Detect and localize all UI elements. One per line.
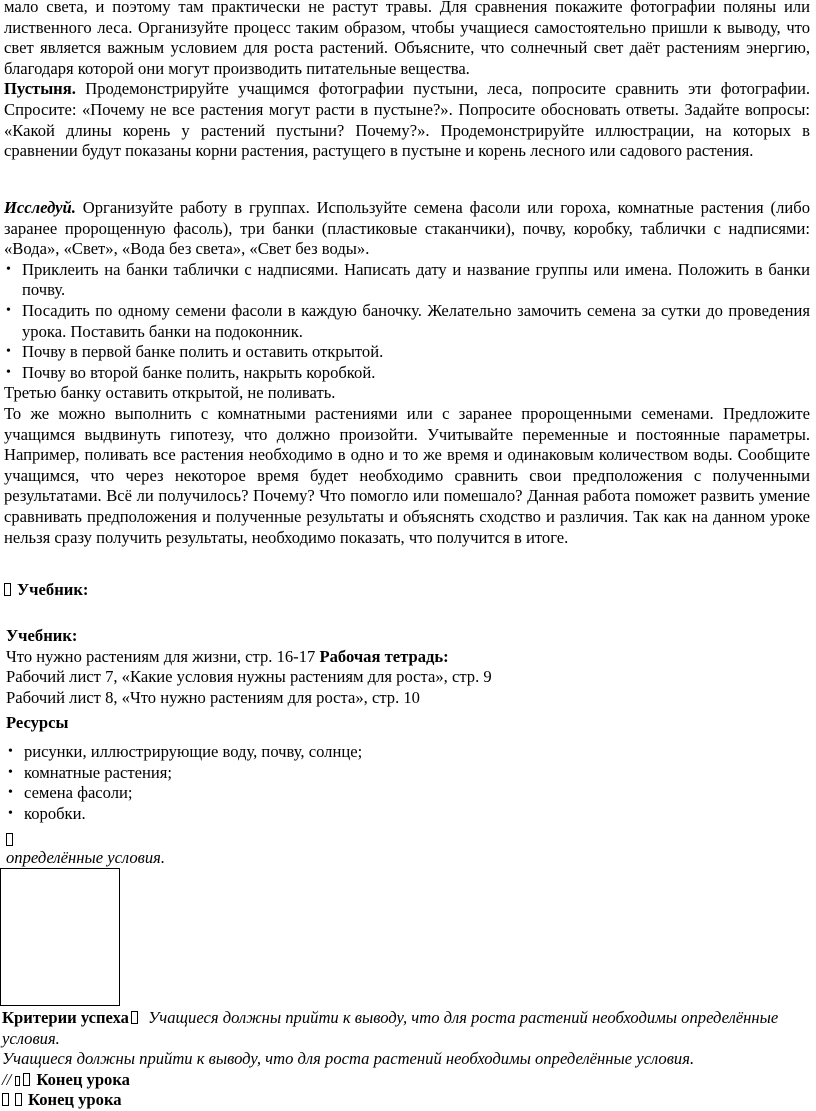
- intro-section: [4, 0, 810, 162]
- list-item: • Почву во второй банке полить, накрыть коробкой.: [6, 362, 376, 382]
- bullet-icon: •: [6, 364, 11, 380]
- research-paragraph: [4, 198, 810, 260]
- fragment-text: определённые условия.: [6, 848, 166, 867]
- textbook-line-1: Что нужно растениям для жизни, стр. 16-17 Рабочая тетрадь:: [6, 646, 449, 666]
- missing-glyph-icon: [15, 1093, 22, 1106]
- desert-paragraph: [4, 79, 810, 161]
- resources-block: [6, 742, 812, 824]
- success-label: Критерии успеха: [2, 1008, 129, 1027]
- lesson-end-line-1: [2, 1070, 808, 1091]
- textbook-heading-line: [4, 580, 810, 601]
- workbook-label: Рабочая тетрадь:: [319, 646, 449, 666]
- missing-glyph-icon: [6, 833, 13, 846]
- research-after-2: То же можно выполнить с комнатными растениями или с заранее пророщенными семенами. Предложите учащимся выдвинуть гипотезу, что должно произойти. Учитывайте переменные и постоянные параметры. Например, поливать все растения необходимо в одно и то же время и одинаковым количеством воды. Сообщите учащимся, что через некоторое время будет необходимо сравнить свои предположения с полученными результатами. Всё ли получилось? Почему? Что помогло или помешало? Данная работа поможет развить умение сравнивать предположения и полученные результаты и объяснять сходство и различия. Так как на данном уроке нельзя сразу получить результаты, необходимо показать, что получится в итоге.: [4, 403, 810, 547]
- fragment-line: [6, 848, 812, 869]
- list-item: • коробки.: [8, 803, 86, 823]
- resources-list: [6, 742, 812, 824]
- success-paragraph: [2, 1008, 808, 1049]
- bullet-icon: •: [8, 764, 13, 780]
- textbook-line-3: Рабочий лист 8, «Что нужно растениям для роста», стр. 10: [6, 687, 420, 707]
- missing-glyph-icon: [4, 583, 11, 596]
- list-item: • Почву в первой банке полить и оставить открытой.: [6, 342, 384, 362]
- bullet-icon: •: [6, 344, 11, 360]
- success-repeat: Учащиеся должны прийти к выводу, что для роста растений необходимы определённые условия.: [2, 1049, 695, 1069]
- textbook-block: [6, 626, 812, 708]
- resources-heading: Ресурсы: [6, 713, 69, 732]
- success-text: Учащиеся должны прийти к выводу, что для роста растений необходимы определённые условия.: [2, 1008, 779, 1048]
- intro-paragraph: мало света, и поэтому там практически не растут травы. Для сравнения покажите фотографии поляны или лиственного леса. Организуйте процесс таким образом, чтобы учащиеся самостоятельно пришли к выводу, что свет является важным условием для роста растений. Объясните, что солнечный свет даёт растениям энергию, благодаря которой они могут производить питательные вещества.: [4, 0, 810, 78]
- bullet-icon: •: [8, 744, 13, 759]
- missing-glyph-icon: [131, 1011, 138, 1024]
- slash-prefix: //: [2, 1069, 12, 1089]
- missing-glyph-icon: [15, 1076, 20, 1086]
- list-item: • Посадить по одному семени фасоли в каждую баночку. Желательно замочить семена за сутки до проведения урока. Поставить банки на подоконник.: [6, 300, 810, 341]
- resources-heading-block: [6, 713, 812, 734]
- lesson-end-label: Конец урока: [28, 1090, 122, 1110]
- textbook-block-heading: Учебник:: [6, 626, 78, 645]
- list-item: • рисунки, иллюстрирующие воду, почву, солнце;: [8, 742, 363, 761]
- research-text: Организуйте работу в группах. Используйте семена фасоли или гороха, комнатные растения (либо заранее пророщенную фасоль), три банки (пластиковые стаканчики), почву, коробку, таблички с надписями: «Вода», «Свет», «Вода без света», «Свет без воды».: [4, 198, 810, 259]
- lesson-end-line-2: [2, 1090, 808, 1111]
- lesson-end-label: Конец урока: [36, 1069, 130, 1089]
- list-item: • семена фасоли;: [8, 783, 133, 803]
- list-item: • Приклеить на банки таблички с надписями. Написать дату и название группы или имена. Положить в банки почву.: [6, 259, 810, 300]
- research-section: [4, 198, 810, 548]
- image-frame: [0, 868, 120, 1006]
- textbook-heading: Учебник:: [17, 580, 89, 599]
- bullet-icon: •: [6, 302, 11, 318]
- missing-glyph-icon: [2, 1093, 9, 1106]
- missing-glyph-icon: [23, 1073, 30, 1086]
- desert-label: Пустыня.: [4, 79, 76, 99]
- research-steps: [4, 260, 810, 384]
- desert-text: Продемонстрируйте учащимся фотографии пустыни, леса, попросите сравнить эти фотографии. Спросите: «Почему не все растения могут расти в пустыне?». Попросите обосновать ответы. Задайте вопросы: «Какой длины корень у растений пустыни? Почему?». Продемонстрируйте иллюстрации, на которых в сравнении будут показаны корни растения, растущего в пустыне и корень лесного или садового растения.: [4, 79, 810, 161]
- bullet-icon: •: [8, 785, 13, 801]
- list-item: • комнатные растения;: [8, 762, 172, 782]
- research-after-1: Третью банку оставить открытой, не поливать.: [4, 383, 336, 403]
- research-label: Исследуй.: [4, 198, 76, 217]
- bullet-icon: •: [6, 261, 11, 277]
- textbook-line-2: Рабочий лист 7, «Какие условия нужны растениям для роста», стр. 9: [6, 667, 492, 687]
- bullet-icon: •: [8, 805, 13, 821]
- success-section: [2, 1008, 808, 1111]
